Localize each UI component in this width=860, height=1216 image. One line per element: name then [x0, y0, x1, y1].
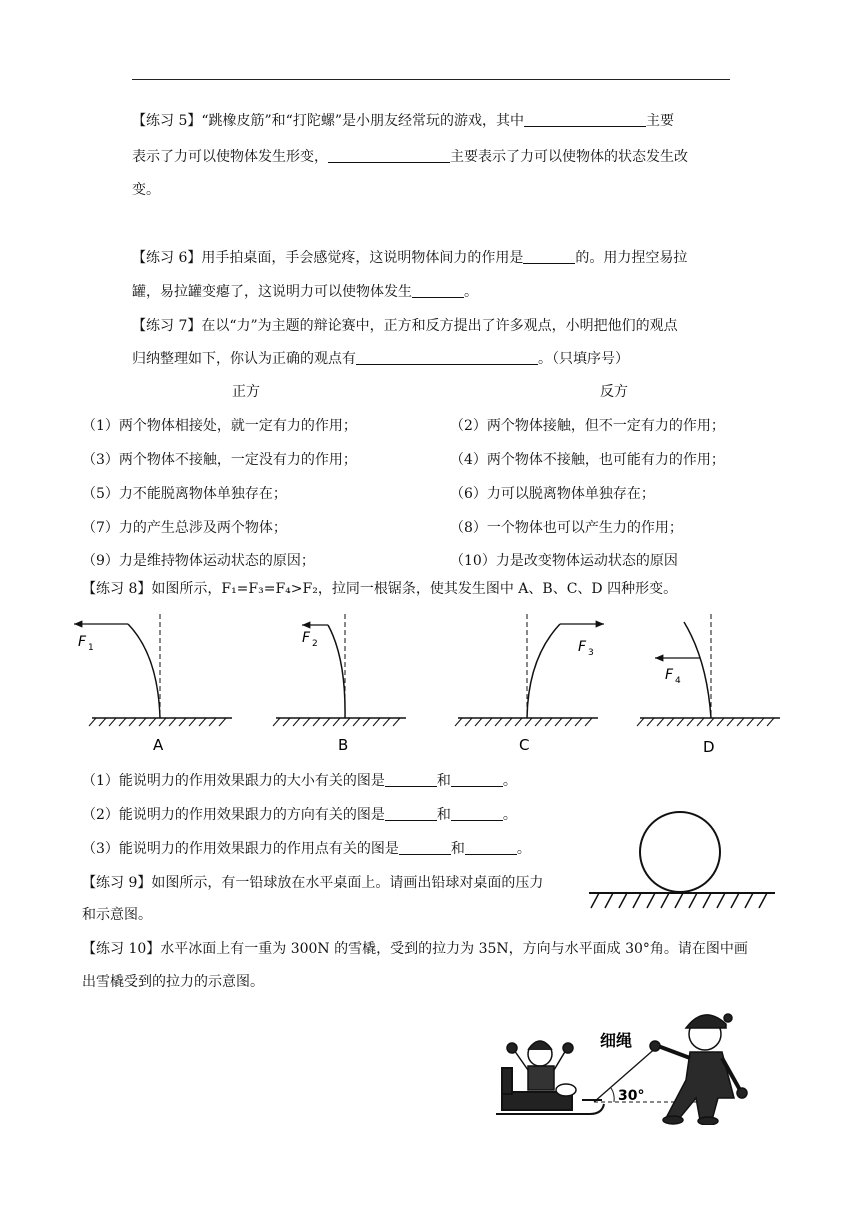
ex7-line1: 【练习 7】在以“力”为主题的辩论赛中，正方和反方提出了许多观点，小明把他们的观点 — [132, 318, 678, 334]
ex5-line3: 变。 — [132, 182, 160, 198]
label-d: D — [703, 738, 715, 756]
con-item: （4）两个物体不接触，也可能有力的作用； — [450, 452, 725, 468]
label-f4-sub: 4 — [675, 676, 681, 686]
con-item: （10）力是改变物体运动状态的原因 — [450, 553, 678, 569]
pro-item: （9）力是维持物体运动状态的原因； — [82, 553, 315, 569]
label-a: A — [153, 736, 164, 754]
ex8-tag: 【练习 8】 — [82, 581, 152, 597]
answer-blank[interactable] — [328, 148, 450, 163]
label-f4: F — [665, 667, 674, 683]
shot-put-figure — [585, 810, 780, 920]
ex5-line2: 表示了力可以使物体发生形变， 主要表示了力可以使物体的状态发生改 — [132, 149, 688, 165]
ex10-line2: 出雪橇受到的拉力的示意图。 — [82, 974, 264, 990]
label-b: B — [338, 736, 349, 754]
con-item: （6）力可以脱离物体单独存在； — [450, 486, 655, 502]
answer-blank[interactable] — [524, 112, 646, 127]
label-f3: F — [578, 639, 587, 655]
answer-blank[interactable] — [385, 772, 437, 787]
answer-blank[interactable] — [523, 249, 575, 264]
label-c: C — [519, 736, 530, 754]
ex7-line2: 归纳整理如下，你认为正确的观点有 。（只填序号） — [132, 351, 629, 367]
label-f2-sub: 2 — [312, 639, 318, 649]
angle-arc — [611, 1088, 614, 1102]
ex9-tag: 【练习 9】 — [82, 875, 152, 891]
header-rule — [132, 79, 730, 80]
con-item: （2）两个物体接触，但不一定有力的作用； — [450, 418, 725, 434]
saw-blade-figures — [0, 600, 860, 760]
sled-figure — [490, 1010, 770, 1125]
answer-blank[interactable] — [451, 806, 503, 821]
label-f1-sub: 1 — [88, 643, 94, 653]
label-f3-sub: 3 — [588, 648, 594, 658]
pro-item: （1）两个物体相接处，就一定有力的作用； — [82, 418, 357, 434]
rope-label: 细绳 — [600, 1031, 633, 1050]
pro-heading: 正方 — [232, 384, 260, 400]
adult — [650, 1014, 747, 1125]
answer-blank[interactable] — [356, 350, 538, 365]
ex6-tag: 【练习 6】 — [132, 250, 202, 266]
ex8-line: 【练习 8】如图所示，F₁=F₃=F₄>F₂，拉同一根锯条，使其发生图中 A、B、C、D 四种形变。 — [82, 581, 678, 597]
pro-item: （3）两个物体不接触，一定没有力的作用； — [82, 452, 357, 468]
answer-blank[interactable] — [399, 840, 451, 855]
ex5-tag: 【练习 5】 — [132, 113, 202, 129]
ex6-line2: 罐，易拉罐变瘪了，这说明力可以使物体发生 。 — [132, 284, 478, 300]
ex8-q3: （3）能说明力的作用效果跟力的作用点有关的图是 和 。 — [82, 841, 531, 857]
ex5-line1: 【练习 5】“跳橡皮筋”和“打陀螺”是小朋友经常玩的游戏，其中 主要 — [132, 113, 674, 129]
answer-blank[interactable] — [451, 772, 503, 787]
figure-b — [273, 614, 406, 754]
shot-put-ball — [640, 812, 720, 892]
label-f2: F — [302, 630, 311, 646]
pro-item: （7）力的产生总涉及两个物体； — [82, 520, 287, 536]
figure-a — [74, 614, 232, 754]
figure-d — [637, 614, 780, 756]
answer-blank[interactable] — [465, 840, 517, 855]
label-f1: F — [78, 634, 87, 650]
pro-item: （5）力不能脱离物体单独存在； — [82, 486, 287, 502]
ex7-tag: 【练习 7】 — [132, 318, 202, 334]
angle-label: 30° — [618, 1088, 645, 1104]
answer-blank[interactable] — [412, 283, 464, 298]
ex10-line1: 【练习 10】水平冰面上有一重为 300N 的雪橇，受到的拉力为 35N，方向与水平面成 30°角。请在图中画 — [82, 941, 748, 957]
ex9-line1: 【练习 9】如图所示，有一铅球放在水平桌面上。请画出铅球对桌面的压力 — [82, 875, 544, 891]
child — [507, 1041, 576, 1096]
ex10-tag: 【练习 10】 — [82, 941, 161, 957]
con-item: （8）一个物体也可以产生力的作用； — [450, 520, 683, 536]
con-heading: 反方 — [600, 384, 628, 400]
ex6-line1: 【练习 6】用手拍桌面，手会感觉疼，这说明物体间力的作用是 的。用力捏空易拉 — [132, 250, 688, 266]
figure-c — [455, 614, 604, 754]
answer-blank[interactable] — [385, 806, 437, 821]
ex8-q1: （1）能说明力的作用效果跟力的大小有关的图是 和 。 — [82, 773, 517, 789]
ex9-line2: 和示意图。 — [82, 907, 152, 923]
ex8-q2: （2）能说明力的作用效果跟力的方向有关的图是 和 。 — [82, 807, 517, 823]
